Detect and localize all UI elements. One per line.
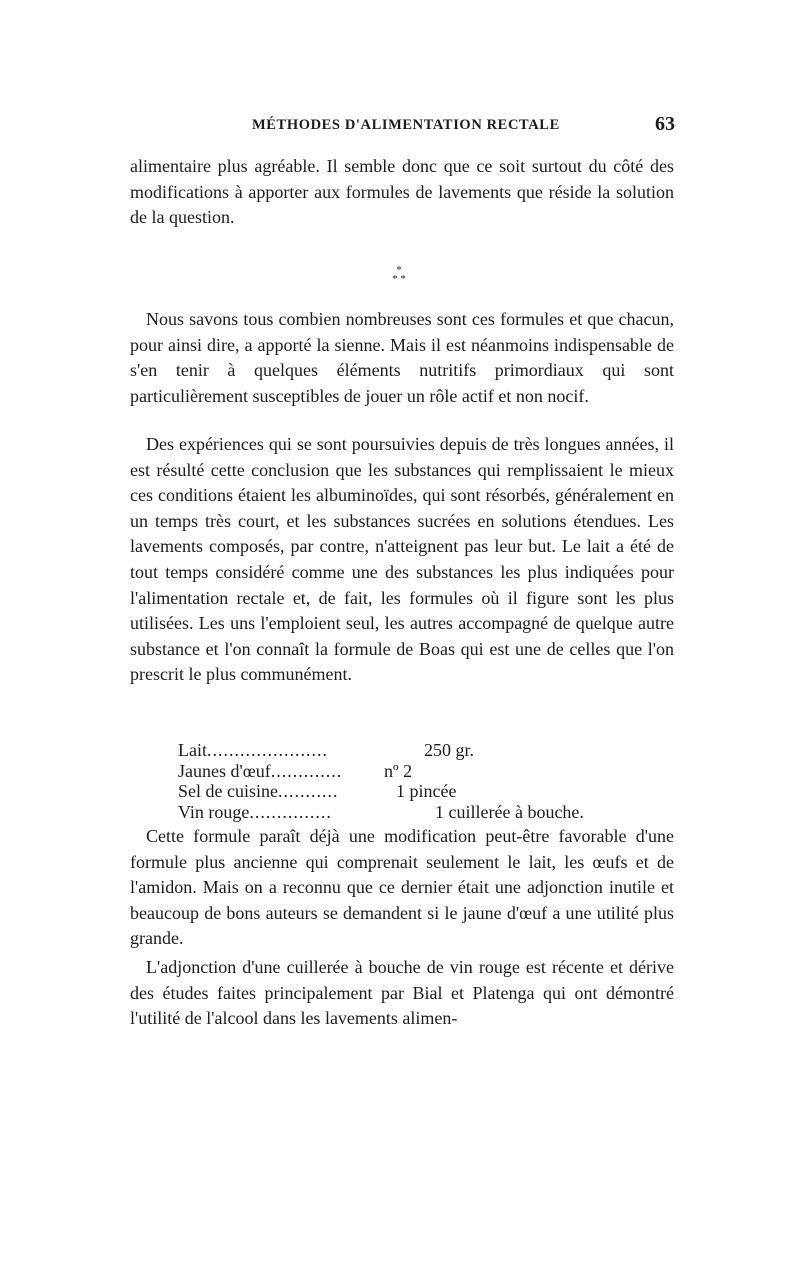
leader-dots: ...................... (207, 740, 328, 760)
ingredient-quantity: 250 gr. (424, 740, 475, 760)
ingredient-name: Sel de cuisine (178, 781, 278, 801)
ingredient-entry (178, 761, 342, 782)
asterism-bottom: * * (392, 273, 406, 285)
paragraph-formulas (130, 307, 674, 409)
ingredient-entry (178, 802, 332, 823)
ingredient-entry (178, 740, 328, 761)
paragraph-text: L'adjonction d'une cuillerée à bouche de vin rouge est récente et dérive des études faites principalement par Bial et Platenga qui ont démontré l'utilité de l'alcool dans les lavements alimen- (130, 957, 674, 1029)
recipe-row (178, 802, 638, 823)
ingredient-name: Vin rouge (178, 801, 250, 822)
ingredient-entry (178, 781, 338, 802)
paragraph-modification (130, 824, 674, 952)
running-title: MÉTHODES D'ALIMENTATION RECTALE (252, 117, 560, 133)
asterism-divider (384, 266, 414, 290)
paragraph-text: Des expériences qui se sont poursuivies depuis de très longues années, il est résulté cette conclusion que les substances qui remplissaient le mieux ces conditions étaient les albuminoïdes, qui sont résorbés, généralement en un temps très court, et les substances sucrées en solutions étendues. Les lavements composés, par contre, n'atteignent pas leur but. Le lait a été de tout temps considéré comme une des substances les plus indiquées pour l'alimentation rectale et, de fait, les formules où il figure sont les plus utilisées. Les uns l'emploient seul, les autres accompagné de quelque autre substance et l'on connaît la formule de Boas qui est une de celles que l'on prescrit le plus communément. (130, 434, 674, 685)
page-number: 63 (655, 113, 675, 135)
recipe-row (178, 781, 638, 802)
ingredient-quantity: 1 cuillerée à bouche. (435, 801, 584, 822)
ingredient-name: Lait (178, 740, 207, 760)
paragraph-text: Cette formule paraît déjà une modification peut-être favorable d'une formule plus ancienne qui comprenait seulement le lait, les œufs et de l'amidon. Mais on a reconnu que ce dernier était une adjonction inutile et beaucoup de bons auteurs se demandent si le jaune d'œuf a une utilité plus grande. (130, 826, 674, 949)
leader-dots: ............. (270, 760, 343, 781)
paragraph-text: Nous savons tous combien nombreuses sont ces formules et que chacun, pour ainsi dire, a apporté la sienne. Mais il est néanmoins indispensable de s'en tenir à quelques éléments nutritifs primordiaux qui sont particulièrement susceptibles de jouer un rôle actif et non nocif. (130, 309, 674, 406)
ingredient-name: Jaunes d'œuf (178, 760, 271, 781)
ingredient-quantity: nº 2 (384, 760, 413, 781)
asterism-top: * (396, 264, 402, 276)
leader-dots: ........... (277, 781, 339, 801)
paragraph-experiences (130, 432, 674, 688)
recipe-row (178, 740, 638, 761)
paragraph-text: alimentaire plus agréable. Il semble donc que ce soit surtout du côté des modifications à apporter aux formules de lavements que réside la solution de la question. (130, 156, 674, 228)
paragraph-wine-addition (130, 955, 674, 1032)
ingredient-quantity: 1 pincée (396, 781, 457, 801)
leader-dots: ............... (249, 801, 332, 822)
boas-formula-recipe (178, 740, 638, 822)
running-head (130, 113, 675, 139)
paragraph-continuation (130, 154, 674, 231)
recipe-row (178, 761, 638, 782)
